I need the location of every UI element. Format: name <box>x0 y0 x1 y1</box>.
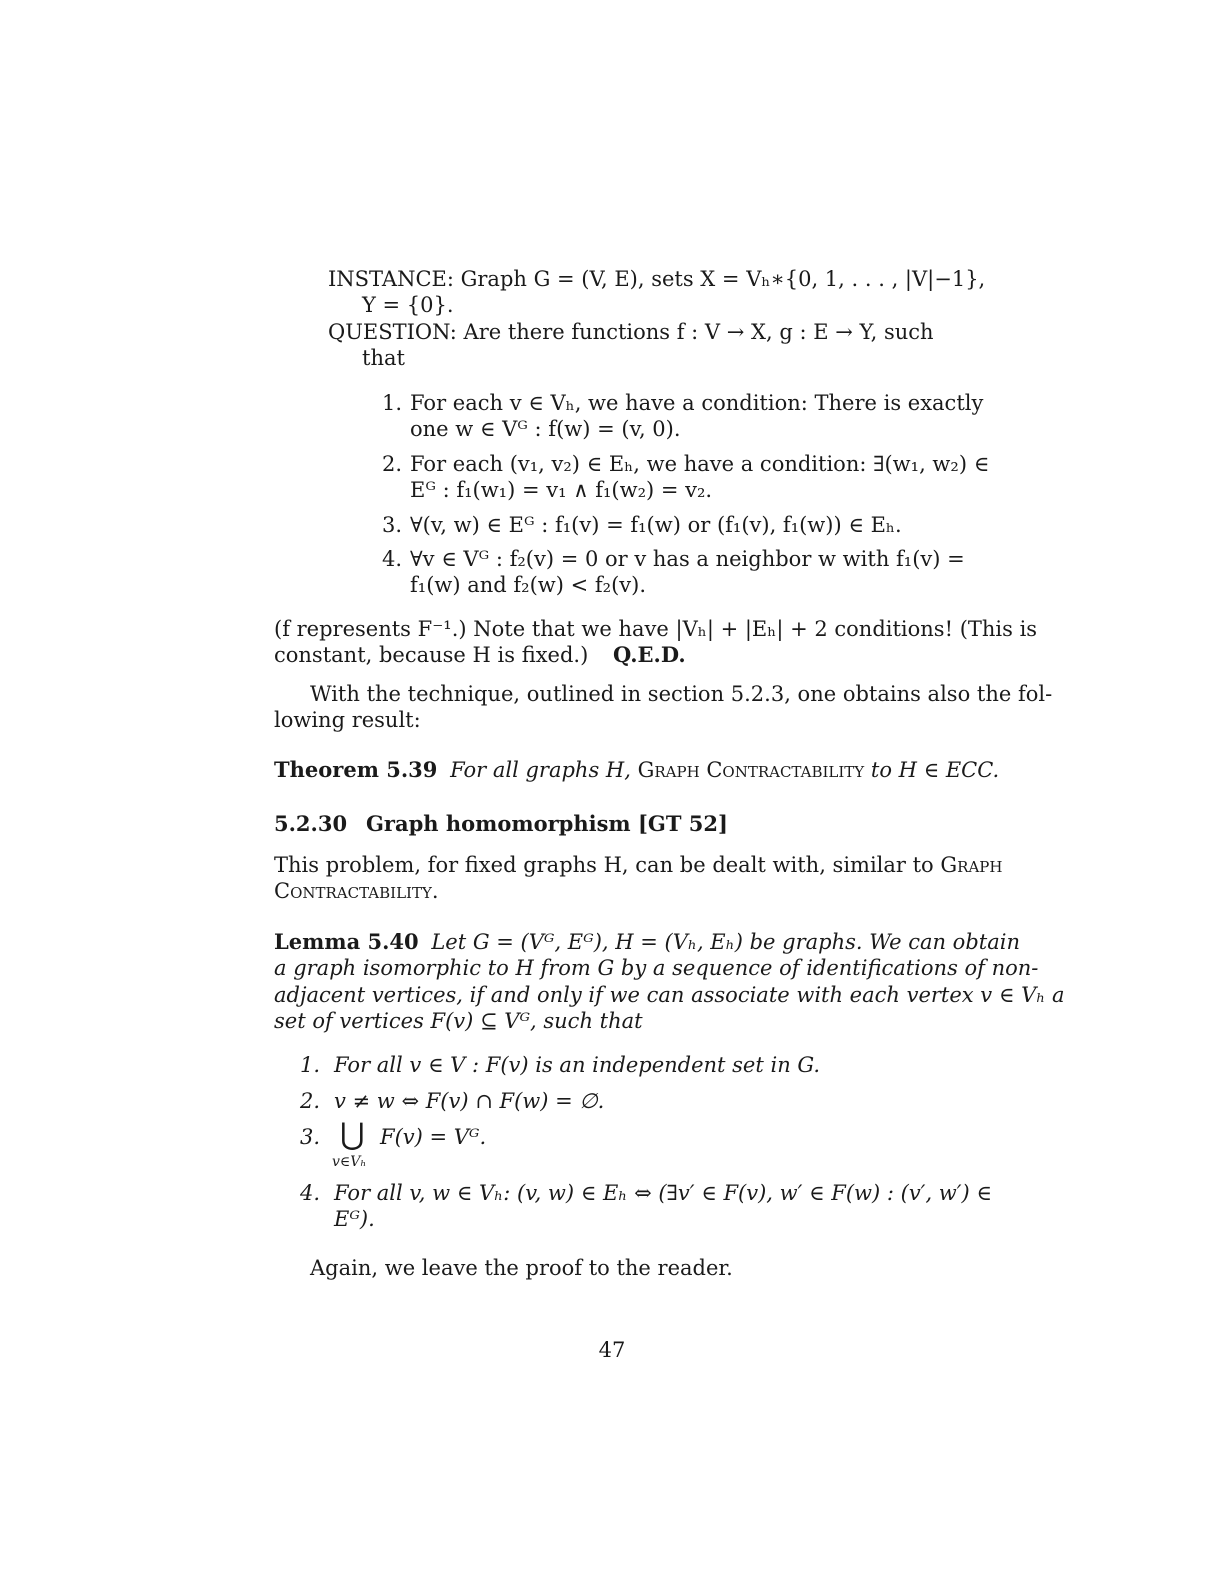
lemma-text: Let G = (Vᴳ, Eᴳ), H = (Vₕ, Eₕ) be graphs. We can obtain <box>431 930 1020 954</box>
theorem-problem-name: Graph Contractability <box>637 758 865 782</box>
theorem-5-39 <box>274 757 999 783</box>
lemma-item-text: Eᴳ). <box>334 1207 375 1231</box>
qed-mark: Q.E.D. <box>612 642 686 667</box>
lemma-item-text: For all v ∈ V : F(v) is an independent set in G. <box>334 1053 821 1077</box>
section-para-text: This problem, for fixed graphs H, can be dealt with, similar to <box>274 853 934 877</box>
condition-line: For each (v₁, v₂) ∈ Eₕ, we have a condition: ∃(w₁, w₂) ∈ <box>410 452 990 476</box>
condition-line: one w ∈ Vᴳ : f(w) = (v, 0). <box>410 417 681 441</box>
technique-line-2: lowing result: <box>274 708 421 732</box>
condition-number: 4. <box>382 547 403 571</box>
instance-line-1: INSTANCE: Graph G = (V, E), sets X = Vₕ∗{0, 1, . . . , |V|−1}, <box>328 267 986 291</box>
lemma-item-number: 2. <box>300 1089 321 1113</box>
lemma-item-number: 4. <box>300 1181 321 1205</box>
section-title: Graph homomorphism [GT 52] <box>366 811 728 836</box>
lemma-line-2: a graph isomorphic to H from G by a sequence of identifications of non- <box>274 956 1039 980</box>
note-line-1: (f represents F⁻¹.) Note that we have |Vₕ| + |Eₕ| + 2 conditions! (This is <box>274 617 1038 641</box>
section-para-line-2: Contractability. <box>274 879 439 903</box>
condition-number: 2. <box>382 452 403 476</box>
lemma-line-3: adjacent vertices, if and only if we can associate with each vertex v ∈ Vₕ a <box>274 983 1065 1007</box>
section-para-line-1 <box>274 852 1002 878</box>
lemma-item-number: 1. <box>300 1053 321 1077</box>
condition-line: ∀(v, w) ∈ Eᴳ : f₁(v) = f₁(w) or (f₁(v), f₁(w)) ∈ Eₕ. <box>410 513 902 537</box>
theorem-label: Theorem 5.39 <box>274 757 438 782</box>
technique-line-1: With the technique, outlined in section 5.2.3, one obtains also the fol- <box>310 682 1053 706</box>
lemma-item-text: v ≠ w ⇔ F(v) ∩ F(w) = ∅. <box>334 1089 605 1113</box>
condition-line: Eᴳ : f₁(w₁) = v₁ ∧ f₁(w₂) = v₂. <box>410 478 713 502</box>
lemma-item-text: For all v, w ∈ Vₕ: (v, w) ∈ Eₕ ⇔ (∃v′ ∈ F(v), w′ ∈ F(w) : (v′, w′) ∈ <box>334 1181 992 1205</box>
condition-line: f₁(w) and f₂(w) < f₂(v). <box>410 573 647 597</box>
section-para-problem: Graph <box>940 853 1003 877</box>
section-number: 5.2.30 <box>274 811 348 836</box>
lemma-line-4: set of vertices F(v) ⊆ Vᴳ, such that <box>274 1009 643 1033</box>
question-line-2: that <box>362 346 405 370</box>
lemma-item-number: 3. <box>300 1125 321 1149</box>
lemma-item-text: F(v) = Vᴳ. <box>380 1125 487 1149</box>
condition-number: 1. <box>382 391 403 415</box>
question-line-1: QUESTION: Are there functions f : V → X, g : E → Y, such <box>328 320 934 344</box>
condition-line: For each v ∈ Vₕ, we have a condition: There is exactly <box>410 391 984 415</box>
note-text: constant, because H is fixed.) <box>274 643 589 667</box>
theorem-text-a: For all graphs H, <box>450 758 631 782</box>
condition-number: 3. <box>382 513 403 537</box>
big-union-symbol: ⋃ <box>340 1117 365 1152</box>
lemma-line-1 <box>274 929 1020 955</box>
condition-line: ∀v ∈ Vᴳ : f₂(v) = 0 or v has a neighbor w with f₁(v) = <box>410 547 965 571</box>
theorem-text-b: to H ∈ ECC. <box>870 758 1000 782</box>
section-heading <box>274 811 728 836</box>
closing-sentence: Again, we leave the proof to the reader. <box>310 1256 733 1280</box>
union-subscript: v∈Vₕ <box>332 1154 367 1170</box>
instance-line-2: Y = {0}. <box>362 293 454 317</box>
lemma-label: Lemma 5.40 <box>274 929 419 954</box>
page-number: 47 <box>598 1338 626 1362</box>
note-line-2 <box>274 642 686 668</box>
